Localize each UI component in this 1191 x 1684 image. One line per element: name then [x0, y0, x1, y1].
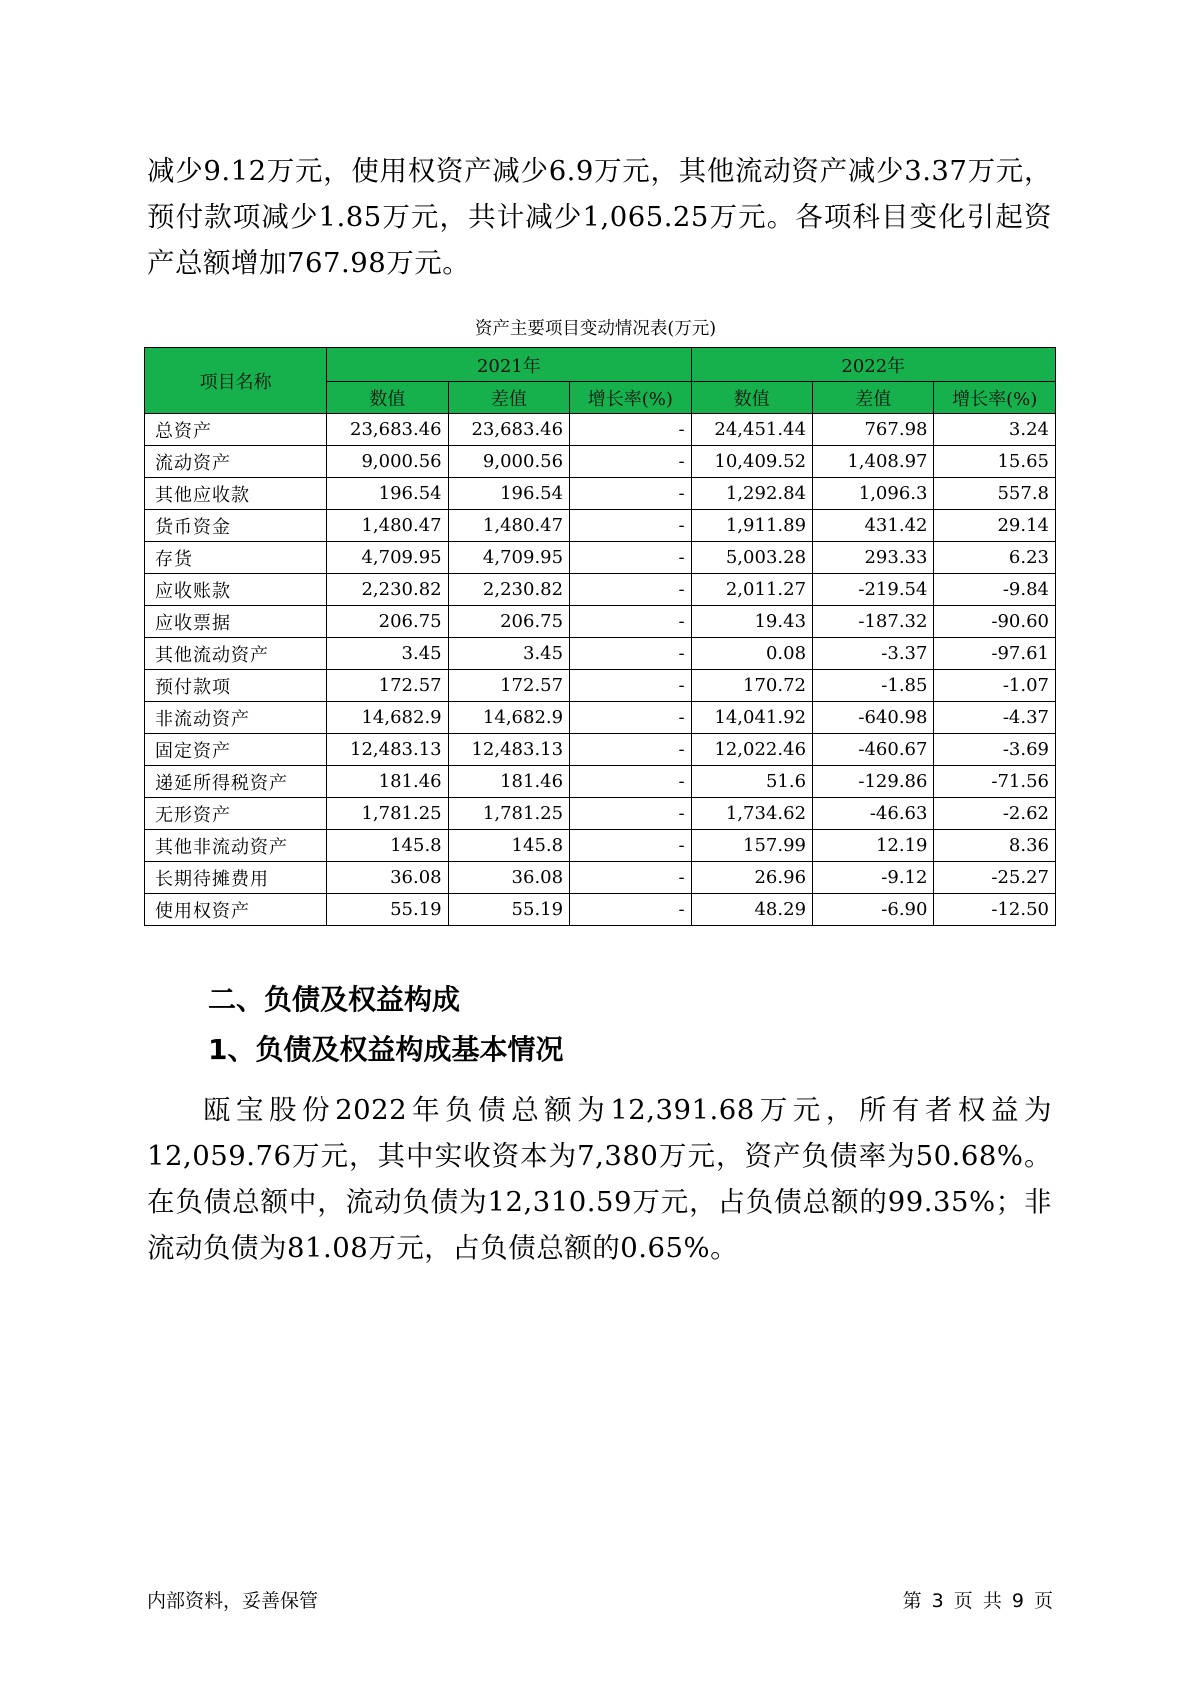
row-item-name: 固定资产: [145, 734, 327, 766]
cell-value-2021: 181.46: [327, 766, 448, 798]
header-year-2022: 2022年: [691, 348, 1055, 382]
cell-rate-2022: 29.14: [934, 510, 1056, 542]
table-row: [145, 766, 1056, 798]
header-value-2021: 数值: [327, 382, 448, 414]
cell-value-2021: 55.19: [327, 894, 448, 926]
cell-rate-2021: -: [570, 894, 691, 926]
cell-rate-2022: -12.50: [934, 894, 1056, 926]
row-item-name: 使用权资产: [145, 894, 327, 926]
cell-value-2021: 36.08: [327, 862, 448, 894]
row-item-name: 无形资产: [145, 798, 327, 830]
footer-page-number: 第 3 页 共 9 页: [902, 1590, 1053, 1612]
table-row: [145, 414, 1056, 446]
cell-value-2022: 2,011.27: [691, 574, 812, 606]
cell-value-2021: 1,781.25: [327, 798, 448, 830]
table-body: [145, 414, 1056, 926]
cell-value-2021: 12,483.13: [327, 734, 448, 766]
cell-diff-2021: 14,682.9: [448, 702, 569, 734]
cell-value-2022: 157.99: [691, 830, 812, 862]
row-item-name: 其他非流动资产: [145, 830, 327, 862]
cell-diff-2022: 431.42: [813, 510, 934, 542]
cell-diff-2021: 2,230.82: [448, 574, 569, 606]
cell-rate-2022: -4.37: [934, 702, 1056, 734]
cell-rate-2021: -: [570, 862, 691, 894]
table-row: [145, 574, 1056, 606]
cell-rate-2021: -: [570, 606, 691, 638]
cell-diff-2021: 196.54: [448, 478, 569, 510]
row-item-name: 应收账款: [145, 574, 327, 606]
cell-rate-2021: -: [570, 830, 691, 862]
cell-value-2021: 206.75: [327, 606, 448, 638]
cell-diff-2022: -46.63: [813, 798, 934, 830]
cell-diff-2022: 293.33: [813, 542, 934, 574]
cell-value-2021: 145.8: [327, 830, 448, 862]
cell-diff-2021: 55.19: [448, 894, 569, 926]
cell-rate-2022: -97.61: [934, 638, 1056, 670]
section-heading: 二、负债及权益构成: [208, 983, 461, 1016]
row-item-name: 预付款项: [145, 670, 327, 702]
cell-value-2022: 19.43: [691, 606, 812, 638]
table-row: [145, 862, 1056, 894]
cell-diff-2021: 172.57: [448, 670, 569, 702]
table-row: [145, 446, 1056, 478]
cell-rate-2021: -: [570, 478, 691, 510]
cell-rate-2022: -9.84: [934, 574, 1056, 606]
cell-value-2022: 5,003.28: [691, 542, 812, 574]
table-row: [145, 734, 1056, 766]
cell-rate-2021: -: [570, 638, 691, 670]
cell-diff-2022: -6.90: [813, 894, 934, 926]
cell-value-2022: 12,022.46: [691, 734, 812, 766]
row-item-name: 长期待摊费用: [145, 862, 327, 894]
cell-rate-2022: -3.69: [934, 734, 1056, 766]
cell-rate-2022: -71.56: [934, 766, 1056, 798]
cell-diff-2021: 145.8: [448, 830, 569, 862]
table-caption: 资产主要项目变动情况表(万元): [474, 319, 717, 339]
cell-diff-2022: -460.67: [813, 734, 934, 766]
cell-rate-2022: 6.23: [934, 542, 1056, 574]
cell-value-2021: 4,709.95: [327, 542, 448, 574]
cell-rate-2021: -: [570, 670, 691, 702]
cell-diff-2021: 23,683.46: [448, 414, 569, 446]
table-row: [145, 894, 1056, 926]
row-item-name: 递延所得税资产: [145, 766, 327, 798]
cell-rate-2022: -1.07: [934, 670, 1056, 702]
cell-value-2022: 1,292.84: [691, 478, 812, 510]
header-value-2022: 数值: [691, 382, 812, 414]
cell-diff-2021: 181.46: [448, 766, 569, 798]
body-paragraph: 瓯宝股份2022年负债总额为12,391.68万元，所有者权益为12,059.76万元，其中实收资本为7,380万元，资产负债率为50.68%。在负债总额中，流动负债为12,310.59万元，占负债总额的99.35%；非流动负债为81.08万元，占负债总额的0.65%。: [147, 1094, 1052, 1264]
intro-paragraph: 减少9.12万元，使用权资产减少6.9万元，其他流动资产减少3.37万元，预付款项减少1.85万元，共计减少1,065.25万元。各项科目变化引起资产总额增加767.98万元。: [147, 155, 1052, 279]
cell-diff-2022: 1,408.97: [813, 446, 934, 478]
cell-value-2022: 170.72: [691, 670, 812, 702]
cell-diff-2022: -9.12: [813, 862, 934, 894]
cell-rate-2022: 8.36: [934, 830, 1056, 862]
row-item-name: 存货: [145, 542, 327, 574]
cell-rate-2021: -: [570, 414, 691, 446]
cell-diff-2022: -187.32: [813, 606, 934, 638]
cell-diff-2022: -3.37: [813, 638, 934, 670]
cell-diff-2021: 4,709.95: [448, 542, 569, 574]
table-row: [145, 702, 1056, 734]
cell-value-2022: 10,409.52: [691, 446, 812, 478]
cell-diff-2022: 1,096.3: [813, 478, 934, 510]
cell-value-2021: 23,683.46: [327, 414, 448, 446]
cell-value-2022: 1,911.89: [691, 510, 812, 542]
table-row: [145, 606, 1056, 638]
header-rate-2022: 增长率(%): [934, 382, 1056, 414]
cell-diff-2022: 12.19: [813, 830, 934, 862]
cell-diff-2021: 12,483.13: [448, 734, 569, 766]
cell-rate-2021: -: [570, 446, 691, 478]
header-diff-2021: 差值: [448, 382, 569, 414]
table-row: [145, 510, 1056, 542]
cell-rate-2021: -: [570, 574, 691, 606]
cell-rate-2022: -2.62: [934, 798, 1056, 830]
cell-diff-2022: 767.98: [813, 414, 934, 446]
cell-value-2021: 9,000.56: [327, 446, 448, 478]
cell-value-2022: 14,041.92: [691, 702, 812, 734]
table-row: [145, 478, 1056, 510]
header-diff-2022: 差值: [813, 382, 934, 414]
row-item-name: 其他应收款: [145, 478, 327, 510]
cell-value-2022: 26.96: [691, 862, 812, 894]
cell-value-2022: 24,451.44: [691, 414, 812, 446]
cell-diff-2021: 36.08: [448, 862, 569, 894]
subsection-heading: 1、负债及权益构成基本情况: [208, 1033, 564, 1066]
cell-value-2022: 51.6: [691, 766, 812, 798]
cell-value-2022: 0.08: [691, 638, 812, 670]
table-row: [145, 670, 1056, 702]
table-row: [145, 798, 1056, 830]
row-item-name: 货币资金: [145, 510, 327, 542]
cell-rate-2021: -: [570, 510, 691, 542]
table-row: [145, 638, 1056, 670]
header-rate-2021: 增长率(%): [570, 382, 691, 414]
table-row: [145, 830, 1056, 862]
cell-rate-2021: -: [570, 702, 691, 734]
cell-value-2021: 1,480.47: [327, 510, 448, 542]
cell-diff-2021: 3.45: [448, 638, 569, 670]
cell-diff-2022: -1.85: [813, 670, 934, 702]
cell-diff-2022: -219.54: [813, 574, 934, 606]
cell-rate-2022: -25.27: [934, 862, 1056, 894]
cell-diff-2022: -129.86: [813, 766, 934, 798]
row-item-name: 总资产: [145, 414, 327, 446]
header-year-2021: 2021年: [327, 348, 691, 382]
cell-diff-2021: 206.75: [448, 606, 569, 638]
footer-confidential: 内部资料，妥善保管: [147, 1590, 319, 1612]
cell-rate-2022: 557.8: [934, 478, 1056, 510]
cell-value-2022: 48.29: [691, 894, 812, 926]
header-item-name: 项目名称: [145, 348, 327, 414]
cell-value-2021: 172.57: [327, 670, 448, 702]
cell-value-2021: 14,682.9: [327, 702, 448, 734]
row-item-name: 应收票据: [145, 606, 327, 638]
cell-diff-2021: 1,480.47: [448, 510, 569, 542]
cell-rate-2021: -: [570, 766, 691, 798]
cell-rate-2022: 15.65: [934, 446, 1056, 478]
asset-change-table: [144, 347, 1056, 926]
cell-diff-2021: 1,781.25: [448, 798, 569, 830]
cell-rate-2021: -: [570, 734, 691, 766]
cell-rate-2022: -90.60: [934, 606, 1056, 638]
cell-rate-2021: -: [570, 798, 691, 830]
cell-value-2021: 3.45: [327, 638, 448, 670]
cell-diff-2022: -640.98: [813, 702, 934, 734]
cell-value-2022: 1,734.62: [691, 798, 812, 830]
row-item-name: 非流动资产: [145, 702, 327, 734]
row-item-name: 流动资产: [145, 446, 327, 478]
cell-rate-2022: 3.24: [934, 414, 1056, 446]
cell-value-2021: 196.54: [327, 478, 448, 510]
cell-diff-2021: 9,000.56: [448, 446, 569, 478]
row-item-name: 其他流动资产: [145, 638, 327, 670]
cell-rate-2021: -: [570, 542, 691, 574]
table-row: [145, 542, 1056, 574]
cell-value-2021: 2,230.82: [327, 574, 448, 606]
